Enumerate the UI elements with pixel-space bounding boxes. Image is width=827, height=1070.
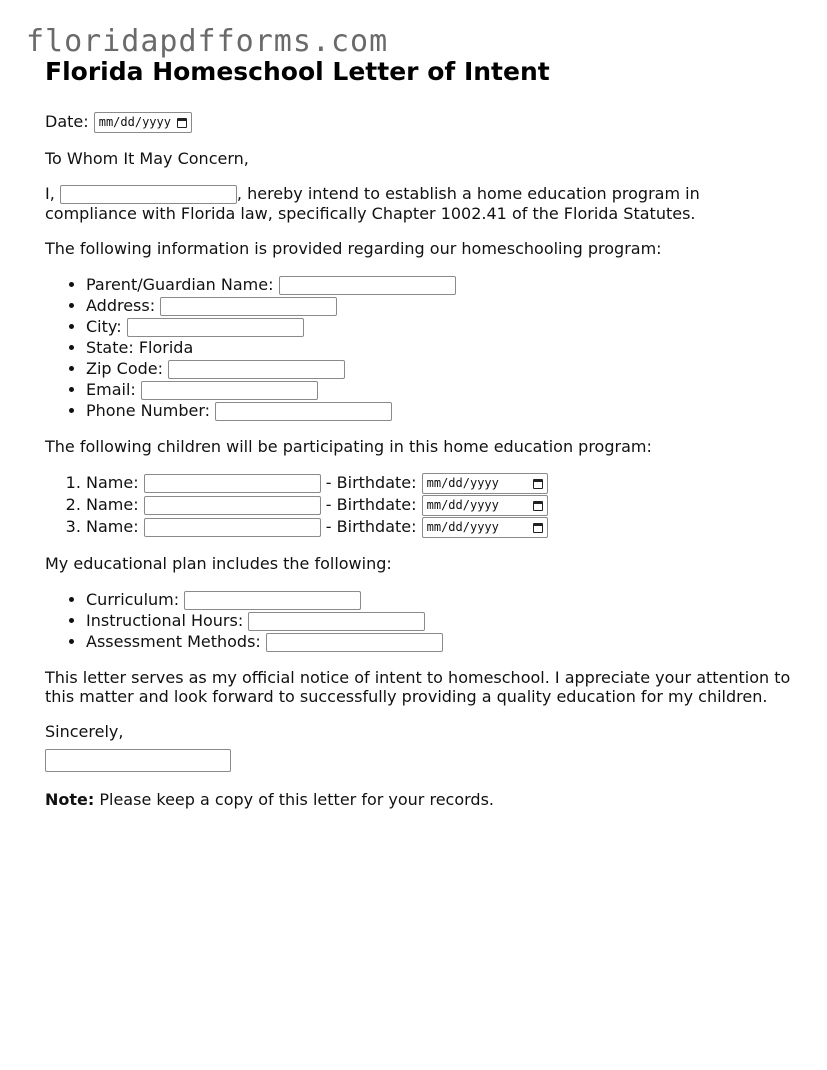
- calendar-icon: [533, 501, 543, 511]
- calendar-icon: [177, 118, 187, 128]
- child-name-label: Name:: [86, 517, 139, 536]
- info-list: [45, 274, 795, 421]
- phone-label: Phone Number:: [86, 401, 211, 420]
- child-name-label: Name:: [86, 495, 139, 514]
- intro-prefix: I,: [45, 184, 55, 203]
- birthdate-label: - Birthdate:: [325, 517, 417, 536]
- curriculum-input[interactable]: [184, 591, 361, 610]
- address-label: Address:: [86, 296, 156, 315]
- page-title: Florida Homeschool Letter of Intent: [45, 57, 550, 86]
- city-input[interactable]: [127, 318, 304, 337]
- curriculum-label: Curriculum:: [86, 590, 180, 609]
- list-item: [86, 379, 795, 400]
- closing-paragraph: This letter serves as my official notice of intent to homeschool. I appreciate your attention to this matter and look forward to successfully providing a quality education for my children.: [45, 668, 791, 706]
- child-3-name-input[interactable]: [144, 518, 321, 537]
- child-name-label: Name:: [86, 473, 139, 492]
- child-2-name-input[interactable]: [144, 496, 321, 515]
- list-item: [86, 295, 795, 316]
- info-heading: The following information is provided regarding our homeschooling program:: [45, 239, 662, 258]
- children-list: [45, 472, 795, 538]
- state-text: State: Florida: [86, 338, 194, 357]
- address-input[interactable]: [160, 297, 337, 316]
- intro-suffix: , hereby intend to establish a home education program in compliance with Florida law, specifically Chapter 1002.41 of the Florida Statutes.: [45, 184, 700, 223]
- child-3-birthdate-input[interactable]: [422, 517, 548, 538]
- instructional-hours-label: Instructional Hours:: [86, 611, 244, 630]
- list-item: [86, 516, 795, 538]
- list-item: [86, 494, 795, 516]
- list-item: [86, 316, 795, 337]
- date-placeholder: mm/dd/yyyy: [426, 498, 499, 512]
- list-item: [86, 472, 795, 494]
- date-placeholder: mm/dd/yyyy: [98, 115, 171, 129]
- watermark: floridapdfforms.com: [26, 24, 389, 59]
- assessment-methods-input[interactable]: [266, 633, 443, 652]
- parent-name-input[interactable]: [279, 276, 456, 295]
- list-item: [86, 337, 795, 358]
- phone-input[interactable]: [215, 402, 392, 421]
- calendar-icon: [533, 479, 543, 489]
- letter-date-input[interactable]: [94, 112, 192, 133]
- children-heading: The following children will be participating in this home education program:: [45, 437, 652, 456]
- list-item: [86, 589, 795, 610]
- declarant-name-input[interactable]: [60, 185, 237, 204]
- calendar-icon: [533, 523, 543, 533]
- parent-name-label: Parent/Guardian Name:: [86, 275, 274, 294]
- list-item: [86, 274, 795, 295]
- plan-heading: My educational plan includes the following:: [45, 554, 392, 573]
- list-item: [86, 610, 795, 631]
- date-row: [45, 112, 795, 133]
- signature-input[interactable]: [45, 749, 231, 772]
- birthdate-label: - Birthdate:: [325, 495, 417, 514]
- note-label: Note:: [45, 790, 95, 809]
- zip-label: Zip Code:: [86, 359, 163, 378]
- child-2-birthdate-input[interactable]: [422, 495, 548, 516]
- assessment-methods-label: Assessment Methods:: [86, 632, 261, 651]
- date-label: Date:: [45, 112, 89, 131]
- child-1-birthdate-input[interactable]: [422, 473, 548, 494]
- plan-list: [45, 589, 795, 652]
- email-input[interactable]: [141, 381, 318, 400]
- date-placeholder: mm/dd/yyyy: [426, 520, 499, 534]
- sign-off: Sincerely,: [45, 722, 124, 741]
- list-item: [86, 400, 795, 421]
- salutation: To Whom It May Concern,: [45, 149, 249, 168]
- letter-form: [45, 56, 795, 825]
- instructional-hours-input[interactable]: [248, 612, 425, 631]
- zip-code-input[interactable]: [168, 360, 345, 379]
- list-item: [86, 631, 795, 652]
- email-label: Email:: [86, 380, 136, 399]
- note: [45, 790, 795, 809]
- date-placeholder: mm/dd/yyyy: [426, 476, 499, 490]
- intro-paragraph: [45, 184, 795, 223]
- child-1-name-input[interactable]: [144, 474, 321, 493]
- list-item: [86, 358, 795, 379]
- birthdate-label: - Birthdate:: [325, 473, 417, 492]
- note-text: Please keep a copy of this letter for your records.: [94, 790, 494, 809]
- city-label: City:: [86, 317, 122, 336]
